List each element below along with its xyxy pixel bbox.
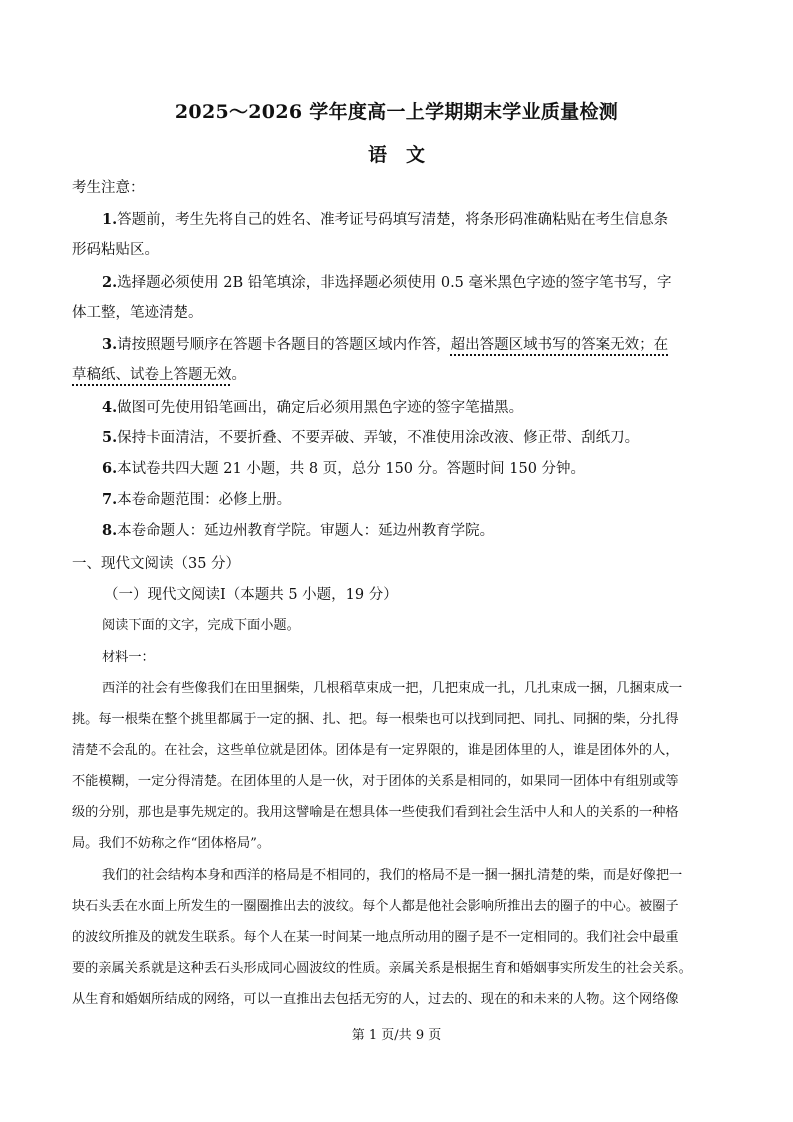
notice-emphasis-text: 超出答题区域书写的答案无效；在 [450, 337, 669, 353]
passage-line: 要的亲属关系就是这种丢石头形成同心圆波纹的性质。亲属关系是根据生育和婚姻事实所发生的社会关系。 [72, 961, 692, 976]
notice-emphasis-text: 草稿纸、试卷上答题无效 [72, 367, 232, 383]
notice-item-4 [102, 398, 523, 418]
notice-item-text: 选择题必须使用 2B 铅笔填涂，非选择题必须使用 0.5 毫米黑色字迹的签字笔书写，字 [117, 275, 672, 291]
exam-title: 2025～2026 学年度高一上学期期末学业质量检测 [174, 101, 619, 123]
notice-item-number: 4. [102, 399, 118, 416]
notice-item-number: 8. [102, 522, 118, 539]
notice-item-number: 3. [102, 336, 118, 353]
material-label: 材料一： [102, 650, 155, 665]
notice-item-number: 1. [102, 211, 118, 228]
passage-line: 西洋的社会有些像我们在田里捆柴，几根稻草束成一把，几把束成一扎，几扎束成一捆，几捆束成一 [102, 681, 683, 696]
notice-item-text: 保持卡面清洁，不要折叠、不要弄破、弄皱，不准使用涂改液、修正带、刮纸刀。 [117, 430, 640, 446]
passage-line: 我们的社会结构本身和西洋的格局是不相同的，我们的格局不是一捆一捆扎清楚的柴，而是好像把一 [102, 868, 683, 883]
notice-item-number: 2. [102, 274, 118, 291]
page-footer: 第 1 页/共 9 页 [351, 1028, 442, 1043]
notice-item-text: 。 [231, 367, 246, 383]
notice-item-text: 本卷命题范围：必修上册。 [117, 492, 292, 508]
passage-line: 清楚不会乱的。在社会，这些单位就是团体。团体是有一定界限的，谁是团体里的人，谁是团体外的人， [72, 743, 679, 758]
passage-line: 不能模糊，一定分得清楚。在团体里的人是一伙，对于团体的关系是相同的，如果同一团体中有组别或等 [72, 774, 679, 789]
notice-item-2 [102, 273, 672, 293]
passage-line: 级的分别，那也是事先规定的。我用这譬喻是在想具体一些使我们看到社会生活中人和人的关系的一种格 [72, 805, 679, 820]
notice-item-text: 本试卷共四大题 21 小题，共 8 页，总分 150 分。答题时间 150 分钟。 [117, 461, 586, 477]
notice-item-1-cont: 形码粘贴区。 [72, 242, 159, 258]
notice-item-number: 5. [102, 429, 118, 446]
notice-item-text: 做图可先使用铅笔画出，确定后必须用黑色字迹的签字笔描黑。 [117, 400, 524, 416]
section-heading: 一、现代文阅读（35 分） [72, 556, 241, 572]
reading-instruction: 阅读下面的文字，完成下面小题。 [102, 618, 300, 633]
notice-item-7 [102, 490, 291, 510]
notice-item-8 [102, 521, 494, 541]
notice-item-2-cont: 体工整，笔迹清楚。 [72, 305, 203, 321]
notice-item-number: 6. [102, 460, 118, 477]
notice-item-number: 7. [102, 491, 118, 508]
notice-item-5 [102, 428, 639, 448]
passage-line: 挑。每一根柴在整个挑里都属于一定的捆、扎、把。每一根柴也可以找到同把、同扎、同捆的柴，分扎得 [72, 712, 679, 727]
notice-item-1 [102, 210, 668, 230]
notice-item-3-cont [72, 365, 246, 385]
notice-item-6 [102, 459, 585, 479]
notice-item-text: 答题前，考生先将自己的姓名、准考证号码填写清楚，将条形码准确粘贴在考生信息条 [117, 212, 669, 228]
subsection-heading: （一）现代文阅读Ⅰ（本题共 5 小题，19 分） [104, 587, 398, 603]
notice-item-text: 本卷命题人：延边州教育学院。审题人：延边州教育学院。 [117, 523, 495, 539]
passage-line: 从生育和婚姻所结成的网络，可以一直推出去包括无穷的人，过去的、现在的和未来的人物。这个网络像 [72, 992, 679, 1007]
subject-title: 语 文 [367, 144, 425, 166]
notice-item-text: 请按照题号顺序在答题卡各题目的答题区域内作答， [117, 337, 451, 353]
passage-line: 的波纹所推及的就发生联系。每个人在某一时间某一地点所动用的圈子是不一定相同的。我们社会中最重 [72, 930, 679, 945]
passage-line: 局。我们不妨称之作“团体格局”。 [72, 836, 271, 851]
passage-line: 块石头丢在水面上所发生的一圈圈推出去的波纹。每个人都是他社会影响所推出去的圈子的中心。被圈子 [72, 899, 679, 914]
notice-heading: 考生注意： [72, 180, 145, 196]
notice-item-3 [102, 335, 668, 355]
